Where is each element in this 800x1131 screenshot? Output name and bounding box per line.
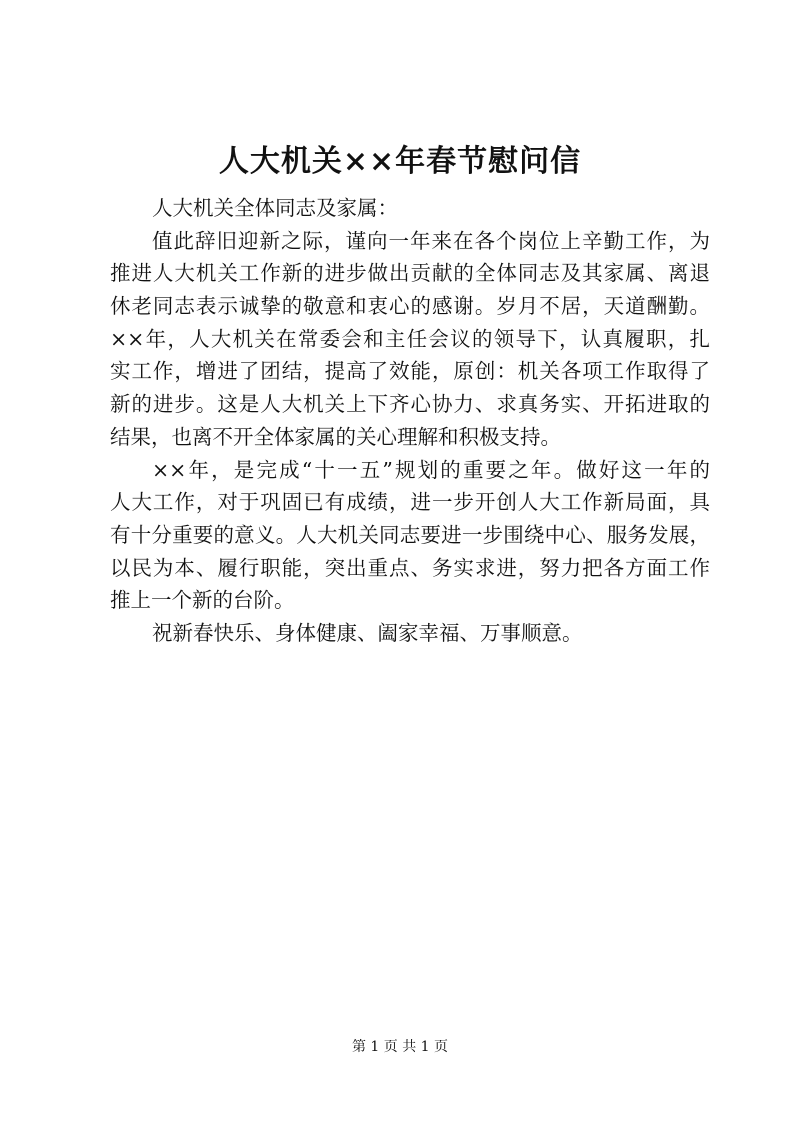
paragraph-line: 结果，也离不开全体家属的关心理解和积极支持。 (110, 424, 561, 449)
paragraph-line: 实工作，增进了团结，提高了效能，原创：机关各项工作取得了 (110, 359, 710, 384)
paragraph-line: 新的进步。这是人大机关上下齐心协力、求真务实、开拓进取的 (110, 392, 710, 417)
document-title: 人大机关××年春节慰问信 (218, 144, 582, 179)
paragraph-line: ××年，是完成“十一五”规划的重要之年。做好这一年的 (152, 457, 710, 482)
paragraph-line: 人大工作，对于巩固已有成绩，进一步开创人大工作新局面，具 (110, 490, 710, 515)
paragraph-line: 推进人大机关工作新的进步做出贡献的全体同志及其家属、离退 (110, 261, 710, 286)
paragraph-line: 有十分重要的意义。人大机关同志要进一步围绕中心、服务发展， (110, 522, 710, 547)
paragraph-line: 以民为本、履行职能，突出重点、务实求进，努力把各方面工作 (110, 555, 710, 580)
salutation: 人大机关全体同志及家属： (152, 196, 398, 220)
paragraph-2 (110, 454, 710, 617)
paragraph-line: 祝新春快乐、身体健康、阖家幸福、万事顺意。 (152, 620, 583, 645)
paragraph-line: 休老同志表示诚挚的敬意和衷心的感谢。岁月不居，天道酬勤。 (110, 294, 710, 319)
paragraph-3 (110, 617, 710, 650)
document-body (110, 192, 710, 650)
paragraph-1 (110, 225, 710, 454)
page-footer: 第 1 页 共 1 页 (351, 1039, 449, 1055)
paragraph-line: ××年，人大机关在常委会和主任会议的领导下，认真履职，扎 (110, 326, 710, 351)
paragraph-line: 值此辞旧迎新之际，谨向一年来在各个岗位上辛勤工作，为 (152, 228, 710, 253)
paragraph-line: 推上一个新的台阶。 (110, 588, 295, 613)
